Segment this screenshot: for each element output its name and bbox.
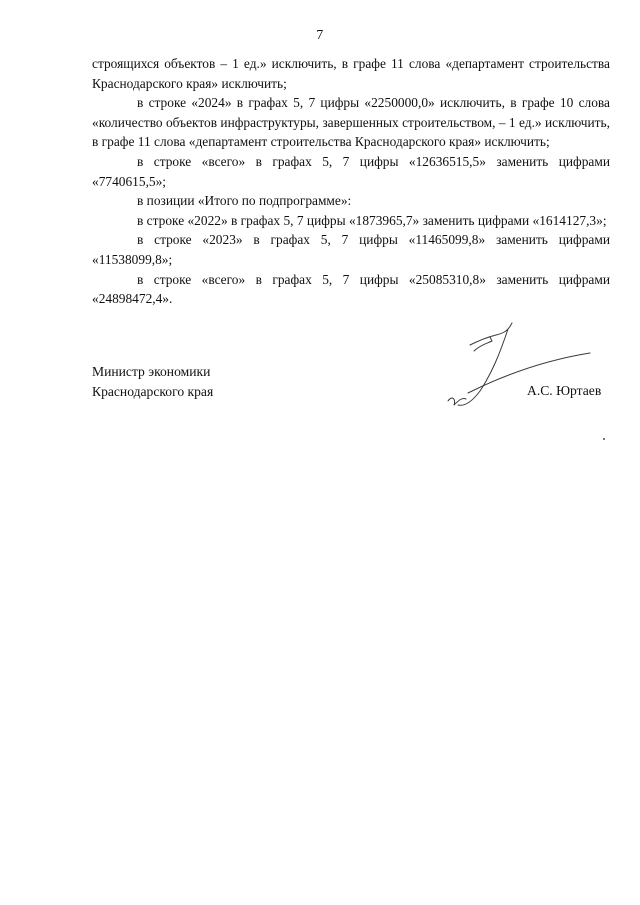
page-number: 7 xyxy=(316,28,324,43)
paragraph-1: строящихся объектов – 1 ед.» исключить, в графе 11 слова «департамент строительства Краснодарского края» исключить; xyxy=(92,56,610,91)
paragraph-7: в строке «всего» в графах 5, 7 цифры «25085310,8» заменить цифрами «24898472,4». xyxy=(92,271,610,307)
paragraph-3: в строке «всего» в графах 5, 7 цифры «12636515,5» заменить цифрами «7740615,5»; xyxy=(92,153,610,189)
position-line-1: Министр экономики xyxy=(92,364,211,379)
body-text xyxy=(92,54,610,309)
scan-speck xyxy=(603,438,605,440)
paragraph-5: в строке «2022» в графах 5, 7 цифры «1873965,7» заменить цифрами «1614127,3»; xyxy=(137,212,607,228)
signatory-name: А.С. Юртаев xyxy=(527,383,602,398)
signatory-position xyxy=(92,362,213,401)
position-line-2: Краснодарского края xyxy=(92,383,214,399)
paragraph-2: в строке «2024» в графах 5, 7 цифры «2250000,0» исключить, в графе 10 слова «количество объектов инфраструктуры, завершенных строительством, – 1 ед.» исключить, в графе 11 слова «департамент строительства Краснодарского края» исключить; xyxy=(92,95,610,150)
paragraph-4: в позиции «Итого по подпрограмме»: xyxy=(137,193,352,209)
paragraph-6: в строке «2023» в графах 5, 7 цифры «11465099,8» заменить цифрами «11538099,8»; xyxy=(92,232,610,267)
signature-stroke-base xyxy=(448,398,466,405)
signature-stroke-main xyxy=(458,329,508,405)
